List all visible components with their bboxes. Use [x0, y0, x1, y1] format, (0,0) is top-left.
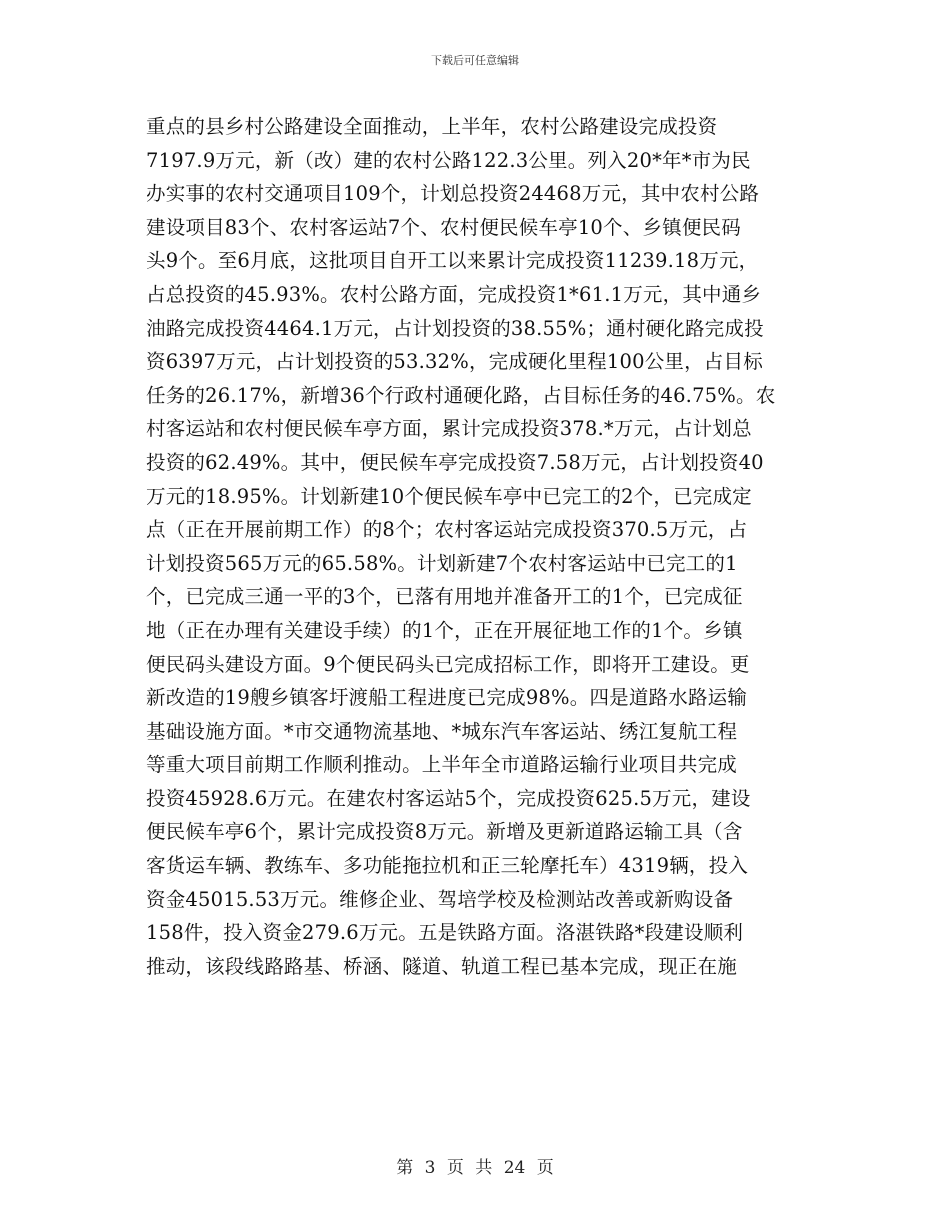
text-line: 点（正在开展前期工作）的8个；农村客运站完成投资370.5万元，占	[146, 518, 748, 542]
page-header-note: 下载后可任意编辑	[431, 54, 519, 67]
text-line: 投资的62.49%。其中，便民候车亭完成投资7.58万元，占计划投资40	[146, 450, 764, 474]
text-line: 便民候车亭6个，累计完成投资8万元。新增及更新道路运输工具（含	[146, 820, 743, 844]
text-line: 新改造的19艘乡镇客圩渡船工程进度已完成98%。四是道路水路运输	[146, 686, 748, 710]
text-line: 便民码头建设方面。9个便民码头已完成招标工作，即将开工建设。更	[146, 652, 750, 676]
text-line: 7197.9万元，新（改）建的农村公路122.3公里。列入20*年*市为民	[146, 148, 751, 172]
text-line: 办实事的农村交通项目109个，计划总投资24468万元，其中农村公路	[146, 182, 760, 206]
text-line: 头9个。至6月底，这批项目自开工以来累计完成投资11239.18万元，	[146, 249, 759, 273]
text-line: 地（正在办理有关建设手续）的1个，正在开展征地工作的1个。乡镇	[146, 618, 743, 642]
text-line: 资6397万元，占计划投资的53.32%，完成硬化里程100公里，占目标	[146, 350, 763, 374]
body-text	[146, 110, 816, 983]
text-line: 计划投资565万元的65.58%。计划新建7个农村客运站中已完工的1	[146, 551, 738, 575]
text-line: 158件，投入资金279.6万元。五是铁路方面。洛湛铁路*段建设顺利	[146, 921, 744, 945]
text-line: 个，已完成三通一平的3个，已落有用地并准备开工的1个，已完成征	[146, 585, 743, 609]
text-line: 重点的县乡村公路建设全面推动，上半年，农村公路建设完成投资	[146, 115, 718, 138]
text-line: 万元的18.95%。计划新建10个便民候车亭中已完工的2个，已完成定	[146, 484, 752, 508]
text-line: 占总投资的45.93%。农村公路方面，完成投资1*61.1万元，其中通乡	[146, 282, 762, 306]
text-line: 投资45928.6万元。在建农村客运站5个，完成投资625.5万元，建设	[146, 786, 751, 810]
text-line: 推动，该段线路路基、桥涵、隧道、轨道工程已基本完成，现正在施	[146, 954, 738, 978]
text-line: 等重大项目前期工作顺利推动。上半年全市道路运输行业项目共完成	[146, 753, 738, 777]
text-line: 村客运站和农村便民候车亭方面，累计完成投资378.*万元，占计划总	[146, 417, 752, 441]
text-line: 建设项目83个、农村客运站7个、农村便民候车亭10个、乡镇便民码	[146, 215, 741, 239]
text-line: 任务的26.17%，新增36个行政村通硬化路，占目标任务的46.75%。农	[146, 383, 776, 407]
text-line: 基础设施方面。*市交通物流基地、*城东汽车客运站、绣江复航工程	[146, 719, 738, 743]
text-line: 油路完成投资4464.1万元，占计划投资的38.55%；通村硬化路完成投	[146, 316, 764, 340]
text-line: 客货运车辆、教练车、多功能拖拉机和正三轮摩托车）4319辆，投入	[146, 854, 749, 878]
text-line: 资金45015.53万元。维修企业、驾培学校及检测站改善或新购设备	[146, 887, 734, 911]
page-number: 第 3 页 共 24 页	[396, 1158, 554, 1178]
